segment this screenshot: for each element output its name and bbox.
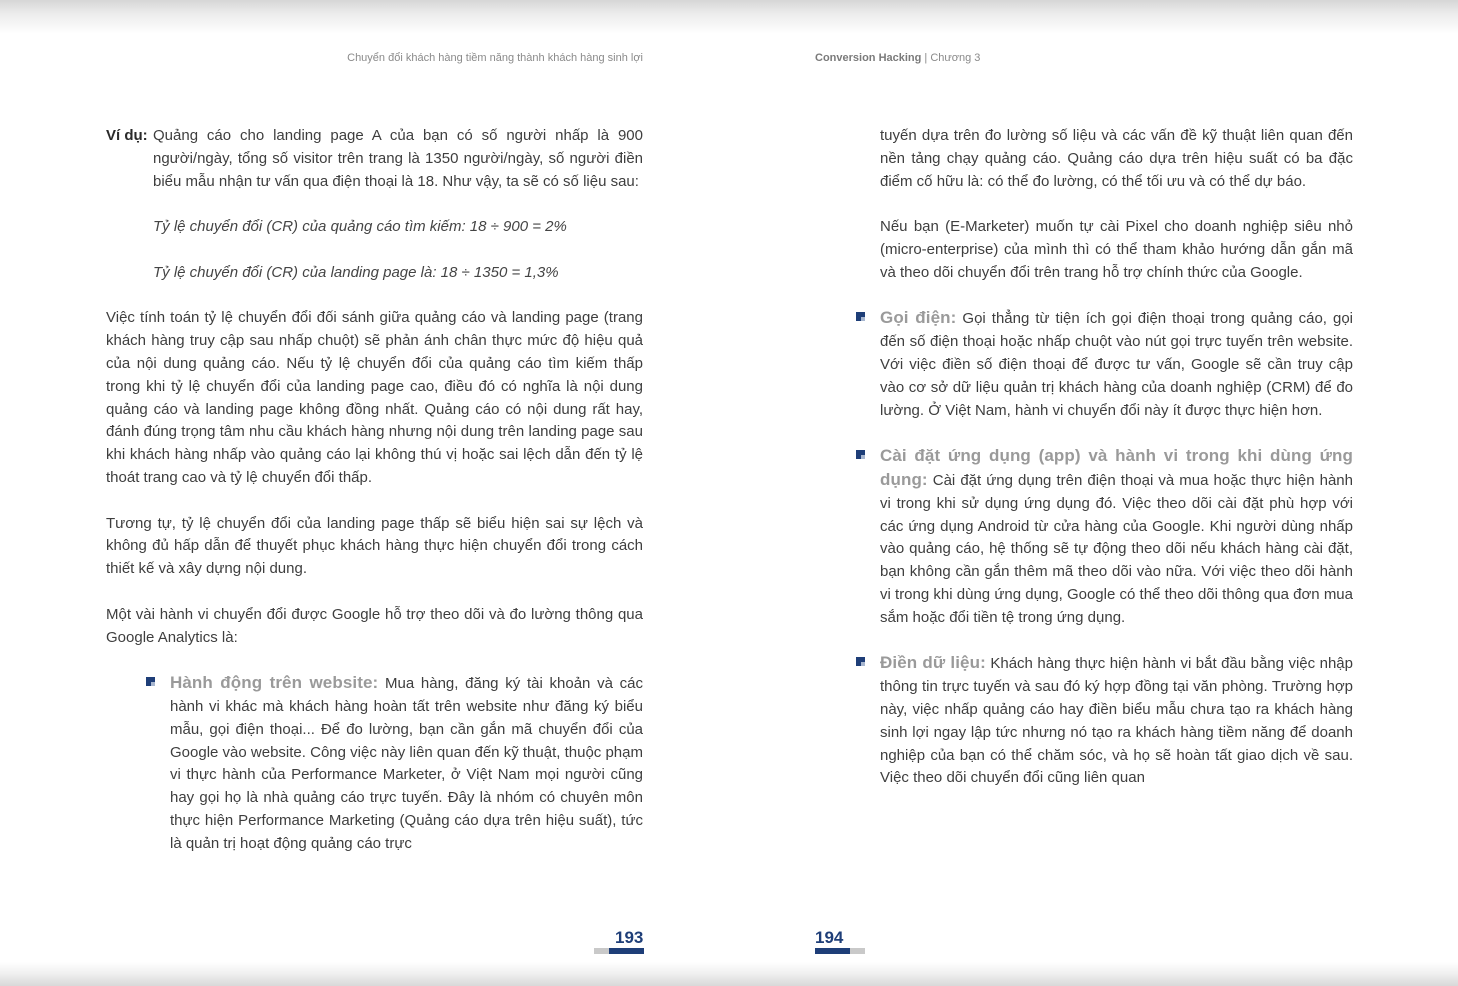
bar-dark-segment <box>815 948 850 954</box>
left-page-body <box>106 125 643 856</box>
running-head-left: Chuyển đổi khách hàng tiềm năng thành khách hàng sinh lợi <box>347 52 643 64</box>
running-head-right <box>815 52 980 64</box>
bullet-title-website-action: Hành động trên website: <box>170 673 379 693</box>
bottom-shadow <box>0 962 1458 986</box>
page-number-bar-left <box>594 948 644 954</box>
page-number-bar-right <box>815 948 865 954</box>
example-paragraph <box>106 125 643 193</box>
page-number-left: 193 <box>615 928 644 947</box>
bullet-text-fill-data: Khách hàng thực hiện hành vi bắt đầu bằng việc nhập thông tin trực tuyến và sau đó ký hợp đồng tại văn phòng. Trường hợp này, việc nhấp quảng cáo hay điền biểu mẫu chưa tạo ra khách hàng sinh lợi ngay lập tức nhưng nó tạo ra khách hàng tiềm năng để doanh nghiệp của bạn có thể chăm sóc, và họ sẽ hoàn tất giao dịch về sau. Việc theo dõi chuyển đổi cũng liên quan <box>880 655 1353 787</box>
square-bullet-icon <box>856 450 865 459</box>
header-separator: | <box>921 52 931 64</box>
square-bullet-icon <box>856 312 865 321</box>
bullet-website-action <box>170 672 643 855</box>
page-number-right: 194 <box>815 928 844 947</box>
continued-paragraph: tuyến dựa trên đo lường số liệu và các vấn đề kỹ thuật liên quan đến nền tảng chạy quảng cáo. Quảng cáo dựa trên hiệu suất có ba đặc điểm cố hữu là: có thể đo lường, có thể tối ưu và có thể dự báo. <box>880 127 1353 190</box>
top-shadow <box>0 0 1458 34</box>
bullet-fill-data <box>880 652 1353 790</box>
bullet-text-app-install: Cài đặt ứng dụng trên điện thoại và mua hoặc thực hiện hành vi trong khi sử dụng ứng dụng đó. Việc theo dõi cài đặt phù hợp với các ứng dụng Android từ cửa hàng của Google. Khi người dùng nhấp vào quảng cáo, hệ thống sẽ tự động theo dõi nếu khách hàng cài đặt, bạn không cần gắn thêm mã theo dõi vào nữa. Với việc theo dõi hành vi trong khi dùng ứng dụng, Google có thể theo dõi thông qua đơn mua sắm hoặc đổi tiền tệ trong ứng dụng. <box>880 471 1353 626</box>
bar-light-segment <box>850 948 865 954</box>
bullet-title-phone-call: Gọi điện: <box>880 308 957 328</box>
paragraph-pixel: Nếu bạn (E-Marketer) muốn tự cài Pixel cho doanh nghiệp siêu nhỏ (micro-enterprise) của mình thì có thể tham khảo hướng dẫn gắn mã và theo dõi chuyển đổi trên trang hỗ trợ chính thức của Google. <box>880 218 1353 281</box>
paragraph-behaviors-intro: Một vài hành vi chuyển đổi được Google hỗ trợ theo dõi và đo lường thông qua Google Analytics là: <box>106 605 643 646</box>
bullet-title-app-install: Cài đặt ứng dụng (app) và hành vi trong khi dùng ứng dụng: <box>880 446 1353 489</box>
paragraph-similarly: Tương tự, tỷ lệ chuyển đổi của landing page thấp sẽ biểu hiện sai sự lệch và không đủ hấp dẫn để thuyết phục khách hàng thực hiện chuyển đổi trong cách thiết kế và xây dựng nội dung. <box>106 514 643 578</box>
formula-search-ad: Tỷ lệ chuyển đổi (CR) của quảng cáo tìm kiếm: 18 ÷ 900 = 2% <box>153 218 567 236</box>
square-bullet-icon <box>146 677 155 686</box>
bullet-title-fill-data: Điền dữ liệu: <box>880 653 986 673</box>
example-text: Quảng cáo cho landing page A của bạn có số người nhấp là 900 người/ngày, tổng số visitor trên trang là 1350 người/ngày, số người điền biểu mẫu nhận tư vấn qua điện thoại là 18. Như vậy, ta sẽ có số liệu sau: <box>153 127 643 190</box>
chapter-label: Chương 3 <box>930 52 981 64</box>
bar-light-segment <box>594 948 609 954</box>
example-label: Ví dụ: <box>106 127 148 144</box>
bullet-text-phone-call: Gọi thẳng từ tiện ích gọi điện thoại trong quảng cáo, gọi đến số điện thoại hoặc nhấp chuột vào nút gọi trực tuyến trên website. Với việc điền số điện thoại để được tư vấn, Google sẽ cần truy cập vào cơ sở dữ liệu quản trị khách hàng của doanh nghiệp (CRM) để đo lường. Ở Việt Nam, hành vi chuyển đổi này ít được thực hiện hơn. <box>880 310 1353 419</box>
bullet-app-install <box>880 445 1353 629</box>
square-bullet-icon <box>856 657 865 666</box>
book-title: Conversion Hacking <box>815 52 922 64</box>
bar-dark-segment <box>609 948 644 954</box>
bullet-phone-call <box>880 307 1353 422</box>
formula-landing-page: Tỷ lệ chuyển đổi (CR) của landing page là: 18 ÷ 1350 = 1,3% <box>153 263 559 281</box>
right-page-body <box>880 125 1353 790</box>
bullet-text-website-action: Mua hàng, đăng ký tài khoản và các hành vi khác mà khách hàng hoàn tất trên website như đăng ký biểu mẫu, gọi điện thoại... Để đo lường, bạn cần gắn mã chuyển đổi của Google vào website. Công việc này liên quan đến kỹ thuật, thuộc phạm vi thực hành của Performance Marketer, ở Việt Nam mọi người cũng hay gọi họ là nhà quảng cáo trực tuyến. Đây là nhóm có chuyên môn thực hiện Performance Marketing (Quảng cáo dựa trên hiệu suất), tức là quản trị hoạt động quảng cáo trực <box>170 675 644 852</box>
paragraph-comparison: Việc tính toán tỷ lệ chuyển đổi đối sánh giữa quảng cáo và landing page (trang khách hàng truy cập sau nhấp chuột) sẽ phản ánh chân thực mức độ hiệu quả của nội dung quảng cáo. Nếu tỷ lệ chuyển đổi của quảng cáo tìm kiếm thấp trong khi tỷ lệ chuyển đổi của landing page cao, điều đó có nghĩa là nội dung quảng cáo và landing page không đồng nhất. Quảng cáo có nội dung rất hay, đánh đúng trọng tâm nhu cầu khách hàng nhưng nội dung trên landing page sau khi khách hàng nhấp vào quảng cáo lại không thú vị hoặc sai lệch dẫn đến tỷ lệ thoát trang cao và tỷ lệ chuyển đổi thấp. <box>106 309 643 486</box>
